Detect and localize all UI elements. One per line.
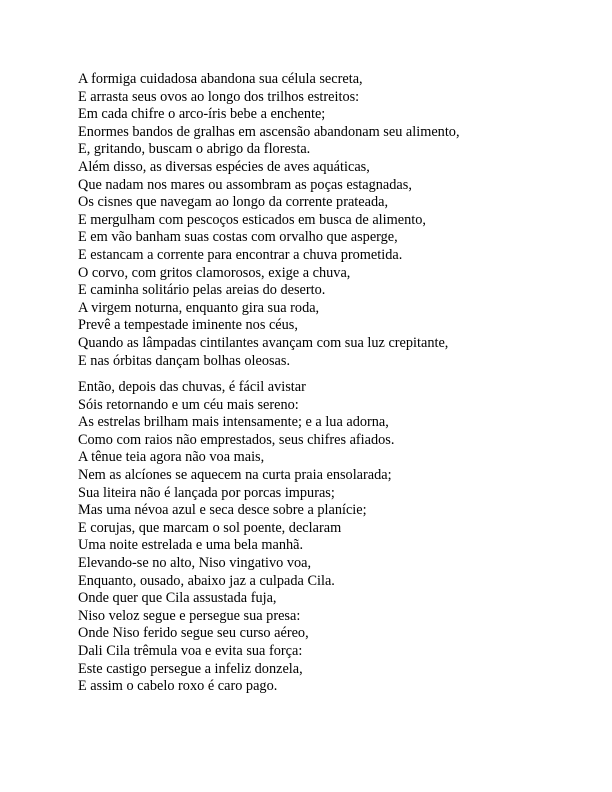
poem-line: Dali Cila trêmula voa e evita sua força: (78, 642, 303, 659)
poem-line: E assim o cabelo roxo é caro pago. (78, 678, 278, 695)
poem-line: Enormes bandos de gralhas em ascensão abandonam seu alimento, (78, 123, 460, 140)
poem-line: Então, depois das chuvas, é fácil avistar (78, 379, 306, 395)
poem-line: E corujas, que marcam o sol poente, declaram (78, 519, 342, 536)
poem-line: Elevando-se no alto, Niso vingativo voa, (78, 554, 312, 571)
stanza-1 (78, 71, 598, 370)
poem-line: As estrelas brilham mais intensamente; e a lua adorna, (78, 414, 389, 431)
poem-line: Mas uma névoa azul e seca desce sobre a planície; (78, 502, 367, 519)
poem-line: Onde Niso ferido segue seu curso aéreo, (78, 625, 309, 642)
poem-line: Em cada chifre o arco-íris bebe a enchente; (78, 106, 326, 123)
poem-line: Sóis retornando e um céu mais sereno: (78, 396, 299, 413)
poem-line: Nem as alcíones se aquecem na curta praia ensolarada; (78, 466, 392, 483)
poem-line: E nas órbitas dançam bolhas oleosas. (78, 352, 291, 369)
poem-line: Uma noite estrelada e uma bela manhã. (78, 537, 304, 554)
poem-line: Enquanto, ousado, abaixo jaz a culpada Cila. (78, 572, 335, 589)
poem-line: Este castigo persegue a infeliz donzela, (78, 660, 303, 677)
poem-line: E estancam a corrente para encontrar a chuva prometida. (78, 246, 403, 263)
poem-line: A virgem noturna, enquanto gira sua roda, (78, 299, 320, 316)
poem-line: Onde quer que Cila assustada fuja, (78, 590, 277, 607)
poem-line: Sua liteira não é lançada por porcas impuras; (78, 484, 335, 501)
stanza-2 (78, 379, 598, 696)
poem-line: E arrasta seus ovos ao longo dos trilhos estreitos: (78, 88, 360, 105)
poem-line: E mergulham com pescoços esticados em busca de alimento, (78, 211, 426, 228)
poem-line: A tênue teia agora não voa mais, (78, 449, 265, 466)
poem-line: E, gritando, buscam o abrigo da floresta. (78, 141, 311, 158)
poem-line: O corvo, com gritos clamorosos, exige a chuva, (78, 264, 351, 281)
poem-line: Como com raios não emprestados, seus chifres afiados. (78, 431, 395, 448)
poem-line: Que nadam nos mares ou assombram as poças estagnadas, (78, 176, 412, 193)
poem-line: Niso veloz segue e persegue sua presa: (78, 607, 301, 624)
poem-line: E caminha solitário pelas areias do deserto. (78, 282, 326, 299)
poem-line: E em vão banham suas costas com orvalho que asperge, (78, 229, 398, 246)
poem-line: Os cisnes que navegam ao longo da corrente prateada, (78, 194, 389, 211)
poem-line: Além disso, as diversas espécies de aves aquáticas, (78, 158, 370, 175)
poem-line: Prevê a tempestade iminente nos céus, (78, 317, 298, 334)
poem-line: A formiga cuidadosa abandona sua célula secreta, (78, 71, 363, 87)
poem-line: Quando as lâmpadas cintilantes avançam com sua luz crepitante, (78, 334, 449, 351)
